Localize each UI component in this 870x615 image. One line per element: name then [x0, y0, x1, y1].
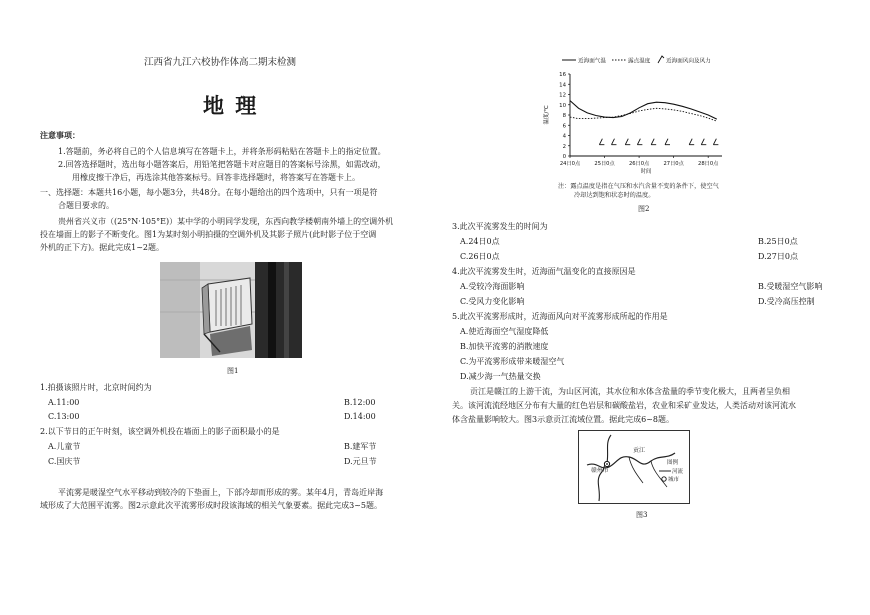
passage1-line3: 外机的正下方)。据此完成1~2题。 — [40, 243, 165, 252]
section1-intro: 一、选择题：本题共16小题，每小题3分，共48分。在每小题给出的四个选项中，只有一项是符 — [40, 188, 378, 197]
y-tick-label: 10 — [559, 102, 566, 109]
wind-barb-0 — [599, 139, 604, 145]
series-line-air-temp — [570, 101, 717, 120]
passage3-line2: 关。该河流流经地区分布有大量的红色岩层和碳酸盐岩，农业和采矿业发达，人类活动对该河流水 — [452, 401, 796, 410]
y-tick-label: 4 — [562, 133, 566, 140]
passage2-line1: 平流雾是暖湿空气水平移动到较冷的下垫面上，下部冷却而形成的雾。某年4月，青岛近岸海 — [58, 488, 384, 497]
q1-option-a[interactable]: A.11:00 — [48, 398, 80, 407]
q1-option-c[interactable]: C.13:00 — [48, 412, 80, 421]
y-axis-label: 温度/℃ — [544, 105, 550, 125]
q2-option-a[interactable]: A.儿童节 — [48, 442, 81, 451]
legend-river-label: 河流 — [672, 469, 684, 475]
q4-option-d[interactable]: D.受冷高压控制 — [758, 297, 815, 306]
figure2-note-line2: 冷却达到饱和状态时的温度。 — [574, 192, 655, 199]
figure1-photo — [160, 262, 302, 358]
legend-label-1: 露点温度 — [628, 58, 651, 65]
y-tick-label: 0 — [562, 154, 566, 160]
q5-option-a[interactable]: A.使近海面空气湿度降低 — [460, 327, 549, 336]
y-tick-label: 16 — [559, 72, 566, 78]
q3-option-a[interactable]: A.24日0点 — [460, 237, 500, 246]
q2-option-c[interactable]: C.国庆节 — [48, 457, 81, 466]
city-label: 赣州市 — [591, 468, 609, 474]
legend-title: 图例 — [667, 460, 679, 466]
wind-barb-5 — [665, 139, 670, 145]
passage1-line2: 投在墙面上的影子不断变化。图1为某时刻小明拍摄的空调外机及其影子照片(此时影子位于空调 — [40, 230, 377, 239]
wind-barb-4 — [651, 139, 656, 145]
q3-option-b[interactable]: B.25日0点 — [758, 237, 798, 246]
q5-option-d[interactable]: D.减少海一气热量交换 — [460, 372, 541, 381]
subject-title: 地 理 — [203, 93, 259, 118]
legend-label-0: 近海面气温 — [578, 58, 606, 65]
x-axis-label: 时间 — [640, 169, 652, 175]
figure2-chart — [540, 52, 740, 176]
notice-heading: 注意事项： — [40, 130, 80, 140]
legend-swatch-2 — [658, 56, 664, 63]
wind-barb-2 — [625, 139, 630, 145]
q2-stem: 2.以下节日的正午时刻，该空调外机投在墙面上的影子面积最小的是 — [40, 427, 280, 436]
q1-stem: 1.拍摄该照片时，北京时间约为 — [40, 383, 152, 392]
legend-label-2: 近海面风向及风力 — [666, 58, 711, 65]
q4-option-c[interactable]: C.受风力变化影响 — [460, 297, 525, 306]
passage3-line1: 贡江是赣江的上游干流，为山区河流，其水位和水体含盐量的季节变化极大，且两者呈负相 — [470, 387, 790, 396]
wind-barb-8 — [713, 139, 718, 145]
figure3-caption: 图3 — [636, 511, 648, 519]
wind-barb-3 — [637, 139, 642, 145]
q5-option-b[interactable]: B.加快平流雾的消散速度 — [460, 342, 549, 351]
wind-barb-6 — [689, 139, 694, 145]
q2-option-b[interactable]: B.建军节 — [344, 442, 377, 451]
x-tick-label: 28日0点 — [698, 161, 719, 167]
y-tick-label: 8 — [562, 113, 566, 119]
q5-stem: 5.此次平流雾形成时，近海面风向对平流雾形成所起的作用是 — [452, 312, 668, 321]
q1-option-b[interactable]: B.12:00 — [344, 398, 376, 407]
x-tick-label: 25日0点 — [594, 161, 615, 167]
q4-stem: 4.此次平流雾发生时，近海面气温变化的直接原因是 — [452, 267, 636, 276]
section1-intro-cont: 合题目要求的。 — [58, 201, 114, 210]
y-tick-label: 2 — [562, 143, 566, 150]
q3-stem: 3.此次平流雾发生的时间为 — [452, 222, 548, 231]
q5-option-c[interactable]: C.为平流雾形成带来暖湿空气 — [460, 357, 565, 366]
q2-option-d[interactable]: D.元旦节 — [344, 457, 377, 466]
q4-option-a[interactable]: A.受较冷海面影响 — [460, 282, 525, 291]
x-tick-label: 27日0点 — [663, 161, 684, 167]
legend-city-label: 城市 — [668, 477, 680, 483]
figure1-caption: 图1 — [227, 367, 239, 375]
q3-option-c[interactable]: C.26日0点 — [460, 252, 500, 261]
notice-item-1: 1.答题前，务必将自己的个人信息填写在答题卡上，并将条形码粘贴在答题卡上的指定位置。 — [58, 147, 386, 156]
passage1-line1: 贵州省兴义市（(25°N·105°E)）某中学的小明同学发现，东西向教学楼朝南外墙上的空调外机 — [58, 217, 394, 226]
notice-item-2-cont: 用橡皮擦干净后，再选涂其他答案标号。回答非选择题时，将答案写在答题卡上。 — [72, 173, 360, 182]
passage3-line3: 体含盐量影响较大。图3示意贡江流域位置。据此完成6~8题。 — [452, 415, 674, 424]
tributary — [629, 457, 667, 487]
y-tick-label: 6 — [562, 123, 566, 130]
wind-barb-1 — [611, 139, 616, 145]
x-tick-label: 26日0点 — [628, 161, 650, 167]
passage2-line2: 域形成了大范围平流雾。图2示意此次平流雾形成时段该海域的相关气象要素。据此完成3~5题。 — [40, 501, 382, 510]
figure3-map — [578, 430, 690, 504]
exam-title: 江西省九江六校协作体高二期末检测 — [144, 57, 297, 68]
river-label: 贡江 — [633, 447, 646, 454]
q4-option-b[interactable]: B.受暖湿空气影响 — [758, 282, 823, 291]
y-tick-label: 12 — [559, 92, 566, 99]
wind-barb-7 — [701, 139, 706, 145]
y-tick-label: 14 — [559, 82, 566, 89]
figure2-note-line1: 注：露点温度是指在气压和水汽含量不变的条件下，使空气 — [558, 183, 719, 190]
q1-option-d[interactable]: D.14:00 — [344, 412, 376, 421]
notice-item-2: 2.回答选择题时，选出每小题答案后，用铅笔把答题卡对应题目的答案标号涂黑，如需改动， — [58, 160, 386, 169]
q3-option-d[interactable]: D.27日0点 — [758, 252, 798, 261]
figure2-caption: 图2 — [638, 205, 650, 213]
x-tick-label: 24日0点 — [559, 161, 581, 167]
